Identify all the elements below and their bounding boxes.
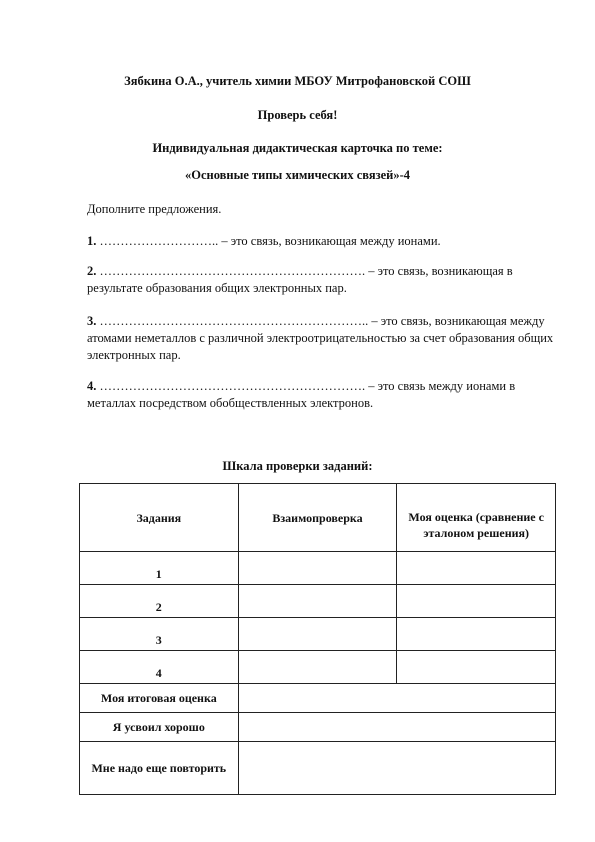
my-grade-cell [397, 651, 556, 684]
topic-title: «Основные типы химических связей»-4 [184, 168, 411, 182]
question-text: ……………………………………………………….. – это связь, возникающая между атомами неметаллов с различной электроотрицательностью за счет образования общих электронных пар. [87, 314, 554, 362]
need-review-label: Мне надо еще повторить [80, 742, 239, 795]
table-row [80, 742, 556, 795]
my-grade-cell [397, 552, 556, 585]
question-number: 4. [87, 379, 97, 393]
task-number: 3 [80, 618, 239, 651]
header-tasks: Задания [80, 484, 239, 552]
final-grade-cell [238, 684, 555, 713]
table-row [80, 651, 556, 684]
instruction-text: Дополните предложения. [87, 202, 222, 216]
peer-check-cell [238, 618, 397, 651]
header-peer-check: Взаимопроверка [238, 484, 397, 552]
my-grade-cell [397, 585, 556, 618]
task-number: 2 [80, 585, 239, 618]
table-row [80, 713, 556, 742]
peer-check-cell [238, 585, 397, 618]
task-number: 4 [80, 651, 239, 684]
peer-check-cell [238, 651, 397, 684]
learned-well-cell [238, 713, 555, 742]
final-grade-label: Моя итоговая оценка [80, 684, 239, 713]
task-number: 1 [80, 552, 239, 585]
question-number: 3. [87, 314, 97, 328]
learned-well-label: Я усвоил хорошо [80, 713, 239, 742]
header-my-grade: Моя оценка (сравнение с эталоном решения) [397, 484, 556, 552]
question-3 [87, 313, 557, 364]
table-header-row [80, 484, 556, 552]
table-row [80, 618, 556, 651]
my-grade-cell [397, 618, 556, 651]
table-row [80, 552, 556, 585]
question-4 [87, 378, 557, 412]
table-title: Шкала проверки заданий: [222, 459, 373, 473]
question-2 [87, 263, 557, 297]
author-line: Зябкина О.А., учитель химии МБОУ Митрофановской СОШ [124, 74, 471, 88]
assessment-table [79, 483, 556, 795]
question-text: ………………………………………………………. – это связь, возникающая в результате образования общих электронных пар. [87, 264, 513, 295]
question-number: 2. [87, 264, 97, 278]
table-row [80, 585, 556, 618]
card-title: Индивидуальная дидактическая карточка по теме: [152, 141, 443, 155]
question-text: ……………………….. – это связь, возникающая между ионами. [96, 234, 441, 248]
question-number: 1. [87, 234, 97, 248]
need-review-cell [238, 742, 555, 795]
question-text: ………………………………………………………. – это связь между ионами в металлах посредством обобществленных электронов. [87, 379, 516, 410]
question-1 [87, 233, 557, 250]
table-row [80, 684, 556, 713]
check-yourself-title: Проверь себя! [257, 108, 338, 122]
peer-check-cell [238, 552, 397, 585]
